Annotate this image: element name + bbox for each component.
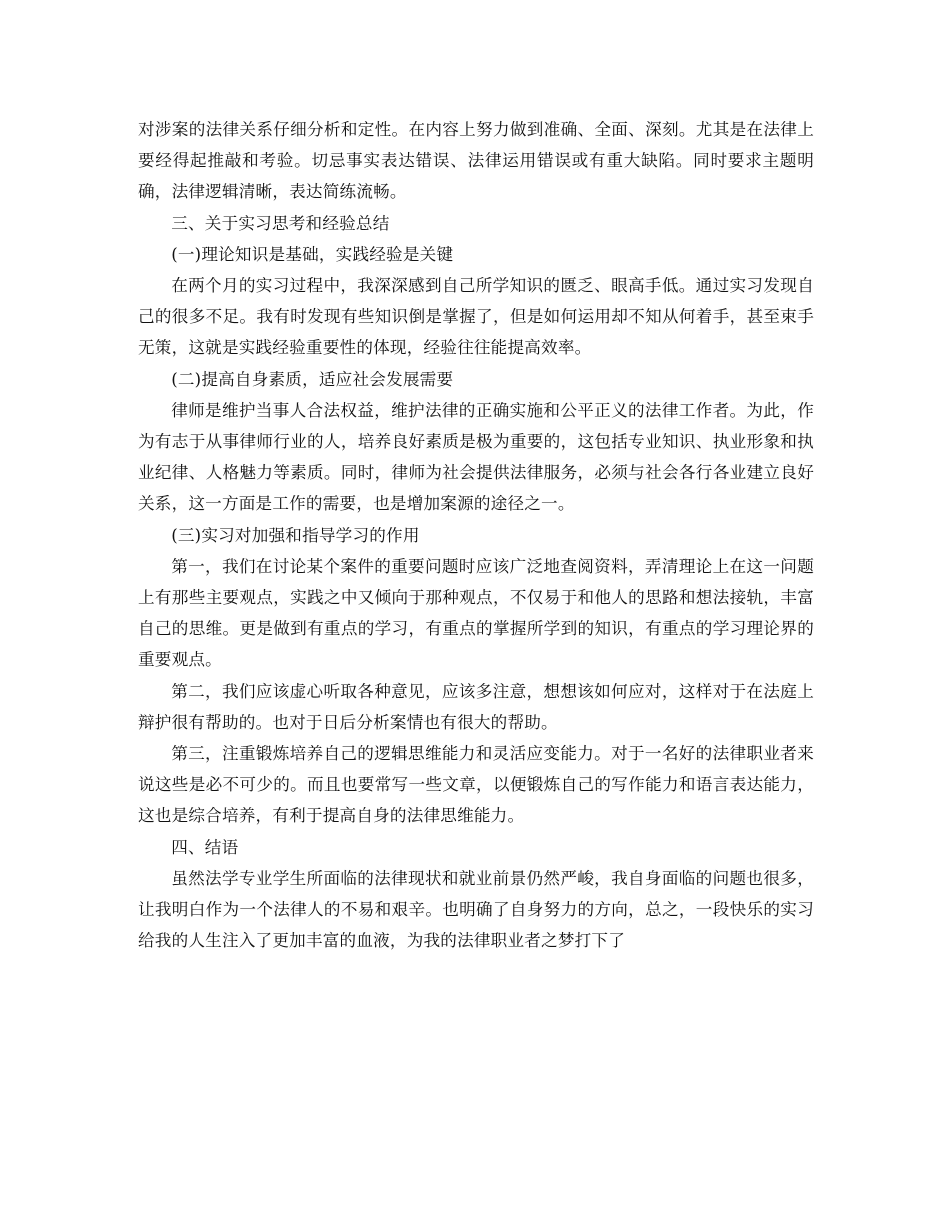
subheading-3: (三)实习对加强和指导学习的作用 [171, 525, 420, 545]
paragraph-second: 第二，我们应该虚心听取各种意见，应该多注意，想想该如何应对，这样对于在法庭上辩护很有帮助的。也对于日后分析案情也有很大的帮助。 [138, 681, 814, 732]
subheading-2: (二)提高自身素质，适应社会发展需要 [171, 369, 454, 389]
subheading-1: (一)理论知识是基础，实践经验是关键 [171, 244, 454, 264]
paragraph-conclusion: 虽然法学专业学生所面临的法律现状和就业前景仍然严峻，我自身面临的问题也很多，让我明白作为一个法律人的不易和艰辛。也明确了自身努力的方向，总之，一段快乐的实习给我的人生注入了更加丰富的血液，为我的法律职业者之梦打下了 [138, 868, 814, 951]
paragraph-lawyer-quality: 律师是维护当事人合法权益，维护法律的正确实施和公平正义的法律工作者。为此，作为有志于从事律师行业的人，培养良好素质是极为重要的，这包括专业知识、执业形象和执业纪律、人格魅力等素质。同时，律师为社会提供法律服务，必须与社会各行各业建立良好关系，这一方面是工作的需要，也是增加案源的途径之一。 [138, 400, 814, 514]
paragraph-first: 第一，我们在讨论某个案件的重要问题时应该广泛地查阅资料，弄清理论上在这一问题上有那些主要观点，实践之中又倾向于那种观点，不仅易于和他人的思路和想法接轨，丰富自己的思维。更是做到有重点的学习，有重点的掌握所学到的知识，有重点的学习理论界的重要观点。 [138, 556, 814, 670]
paragraph-third: 第三，注重锻炼培养自己的逻辑思维能力和灵活应变能力。对于一名好的法律职业者来说这些是必不可少的。而且也要常写一些文章，以便锻炼自己的写作能力和语言表达能力，这也是综合培养，有利于提高自身的法律思维能力。 [138, 744, 814, 826]
section-heading-3: 三、关于实习思考和经验总结 [171, 213, 390, 233]
document-body [138, 114, 814, 956]
section-heading-4: 四、结语 [171, 837, 239, 857]
paragraph-practice-experience: 在两个月的实习过程中，我深深感到自己所学知识的匮乏、眼高手低。通过实习发现自己的很多不足。我有时发现有些知识倒是掌握了，但是如何运用却不知从何着手，甚至束手无策，这就是实践经验重要性的体现，经验往往能提高效率。 [138, 276, 814, 358]
paragraph-continuation: 对涉案的法律关系仔细分析和定性。在内容上努力做到准确、全面、深刻。尤其是在法律上要经得起推敲和考验。切忌事实表达错误、法律运用错误或有重大缺陷。同时要求主题明确，法律逻辑清晰，表达简练流畅。 [138, 120, 814, 202]
